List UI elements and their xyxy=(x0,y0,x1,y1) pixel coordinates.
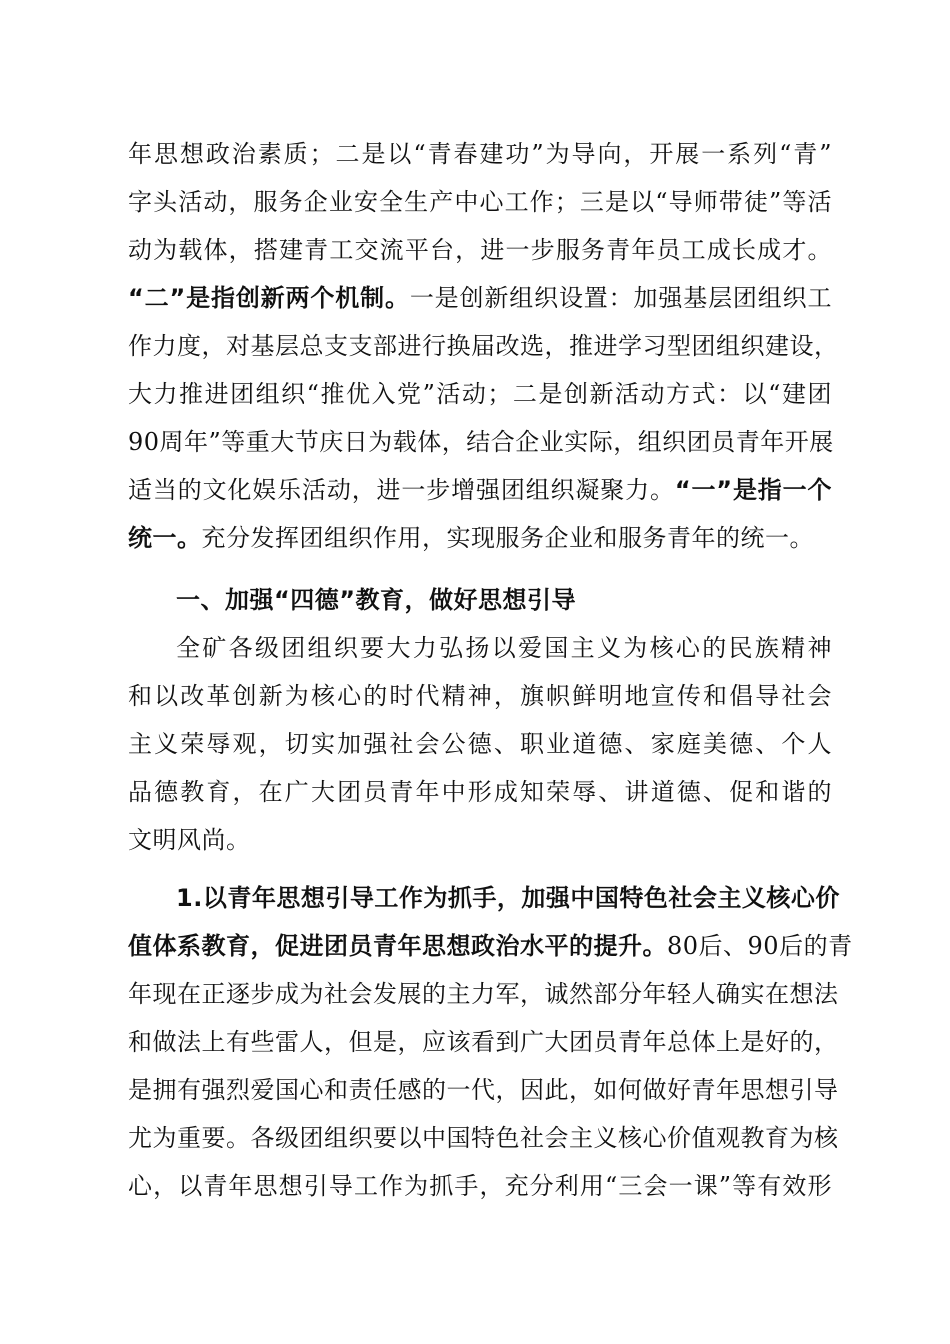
text-run: 主义荣辱观，切实加强社会公德、职业道德、家庭美德、个人 xyxy=(128,730,832,758)
text-run: 字头活动，服务企业安全生产中心工作；三是以“导师带徒”等活 xyxy=(128,188,832,216)
text-run: 尤为重要。各级团组织要以中国特色社会主义核心价值观教育为核 xyxy=(128,1124,839,1152)
para3-line5 xyxy=(128,1066,839,1114)
para2-line5 xyxy=(128,816,832,864)
para2-line4 xyxy=(128,768,832,816)
para1-line9 xyxy=(128,514,832,562)
text-run: 作力度，对基层总支支部进行换届改选，推进学习型团组织建设， xyxy=(128,332,839,360)
text-run: 心，以青年思想引导工作为抓手，充分利用“三会一课”等有效形 xyxy=(128,1172,832,1200)
para2-line3 xyxy=(128,720,832,768)
text-run: 全矿各级团组织要大力弘扬以爱国主义为核心的民族精神 xyxy=(176,634,832,662)
para3-line7 xyxy=(128,1162,832,1210)
para1-line8 xyxy=(128,466,832,514)
text-run: 充分发挥团组织作用，实现服务企业和服务青年的统一。 xyxy=(201,524,814,552)
para1-line7 xyxy=(128,418,832,466)
text-run: 年思想政治素质；二是以“青春建功”为导向，开展一系列“青” xyxy=(128,140,832,168)
para1-line5 xyxy=(128,322,839,370)
text-run: 品德教育，在广大团员青年中形成知荣辱、讲道德、促和谐的 xyxy=(128,778,832,806)
text-run: 是拥有强烈爱国心和责任感的一代，因此，如何做好青年思想引导 xyxy=(128,1076,839,1104)
text-run: 一是创新组织设置：加强基层团组织工 xyxy=(409,284,832,312)
text-run: 动为载体，搭建青工交流平台，进一步服务青年员工成长成才。 xyxy=(128,236,832,264)
text-run: 适当的文化娱乐活动，进一步增强团组织凝聚力。 xyxy=(128,476,675,504)
para1-line4 xyxy=(128,274,832,322)
para1-line1 xyxy=(128,130,832,178)
bold-run: “一”是指一个 xyxy=(674,476,833,504)
section-heading: 一、加强“四德”教育，做好思想引导 xyxy=(176,586,577,614)
para3-line6 xyxy=(128,1114,839,1162)
text-run: 80后、90后的青 xyxy=(667,932,853,960)
para2-line2 xyxy=(128,672,832,720)
text-run: 大力推进团组织“推优入党”活动；二是创新活动方式：以“建团 xyxy=(128,380,832,408)
bold-run: “二”是指创新两个机制。 xyxy=(128,284,410,312)
text-run: 文明风尚。 xyxy=(128,826,251,854)
bold-run: 值体系教育，促进团员青年思想政治水平的提升。 xyxy=(128,932,667,960)
bold-run: 1.以青年思想引导工作为抓手，加强中国特色社会主义核心价 xyxy=(176,884,840,912)
para1-line3 xyxy=(128,226,832,274)
text-run: 年现在正逐步成为社会发展的主力军，诚然部分年轻人确实在想法 xyxy=(128,980,839,1008)
para3-line1 xyxy=(176,874,840,922)
text-run: 和以改革创新为核心的时代精神，旗帜鲜明地宣传和倡导社会 xyxy=(128,682,832,710)
para1-line6 xyxy=(128,370,832,418)
para3-line3 xyxy=(128,970,839,1018)
bold-run: 统一。 xyxy=(128,524,202,552)
text-run: 90周年”等重大节庆日为载体，结合企业实际，组织团员青年开展 xyxy=(128,428,834,456)
para3-line4 xyxy=(128,1018,839,1066)
para3-line2 xyxy=(128,922,853,970)
para2-line1 xyxy=(176,624,832,672)
para1-line2 xyxy=(128,178,832,226)
text-run: 和做法上有些雷人，但是，应该看到广大团员青年总体上是好的， xyxy=(128,1028,839,1056)
